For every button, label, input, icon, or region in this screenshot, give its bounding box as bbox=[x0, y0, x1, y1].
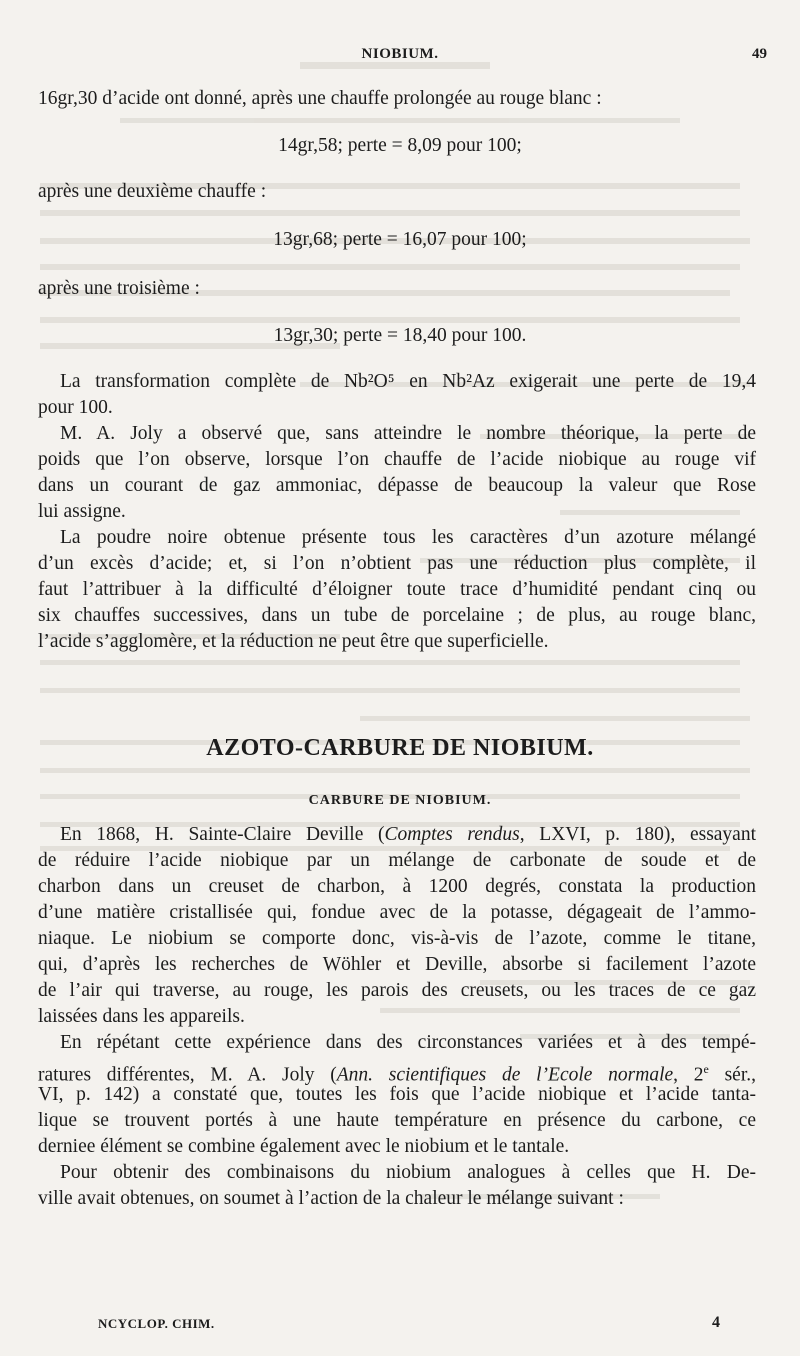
text-line: lique se trouvent portés à une haute température en présence du carbone, ce bbox=[38, 1110, 756, 1131]
text-line: Pour obtenir des combinaisons du niobium analogues à celles que H. De- bbox=[60, 1162, 756, 1183]
text-line: dans un courant de gaz ammoniac, dépasse de beaucoup la valeur que Rose bbox=[38, 475, 756, 496]
text-line: faut l’attribuer à la difficulté d’éloigner toute trace d’humidité pendant cinq ou bbox=[38, 579, 756, 600]
formula-line: 13gr,68; perte = 16,07 pour 100; bbox=[273, 229, 527, 250]
footer-signature: NCYCLOP. CHIM. bbox=[98, 1316, 215, 1331]
text-line: après une deuxième chauffe : bbox=[38, 181, 267, 202]
text-run: , 2 bbox=[673, 1064, 704, 1086]
running-head bbox=[0, 46, 800, 70]
footer-signature-number: 4 bbox=[712, 1314, 720, 1331]
text-line: derniee élément se combine également avec le niobium et le tantale. bbox=[38, 1136, 570, 1157]
text-run: sér., bbox=[708, 1064, 757, 1086]
text-line: qui, d’après les recherches de Wöhler et Deville, absorbe si facilement l’azote bbox=[38, 954, 756, 975]
text-line: pour 100. bbox=[38, 397, 113, 418]
text-line: l’acide s’agglomère, et la réduction ne peut être que superficielle. bbox=[38, 631, 549, 652]
text-line: La poudre noire obtenue présente tous les caractères d’un azoture mélangé bbox=[60, 527, 756, 548]
text-line: après une troisième : bbox=[38, 278, 200, 299]
text-line bbox=[60, 822, 756, 848]
section-subheading: CARBURE DE NIOBIUM. bbox=[308, 793, 492, 808]
text-line: 16gr,30 d’acide ont donné, après une chauffe prolongée au rouge blanc : bbox=[38, 88, 602, 109]
text-line: de réduire l’acide niobique par un mélange de carbonate de soude et de bbox=[38, 850, 756, 871]
section-heading: AZOTO-CARBURE DE NIOBIUM. bbox=[206, 735, 594, 761]
text-line: d’un excès d’acide; et, si l’on n’obtient pas une réduction plus complète, il bbox=[38, 553, 756, 574]
text-line: de l’air qui traverse, au rouge, les parois des creusets, ou les traces de ce gaz bbox=[38, 980, 756, 1001]
text-line: ville avait obtenues, on soumet à l’action de la chaleur le mélange suivant : bbox=[38, 1188, 624, 1209]
superscript: e bbox=[703, 1062, 709, 1076]
citation-title: Ann. scientifiques de l’Ecole normale bbox=[336, 1064, 674, 1086]
formula-line: 14gr,58; perte = 8,09 pour 100; bbox=[278, 135, 522, 156]
text-line: d’une matière cristallisée qui, fondue avec de la potasse, dégageait de l’ammo- bbox=[38, 902, 756, 923]
text-line: laissées dans les appareils. bbox=[38, 1006, 245, 1027]
text-line: charbon dans un creuset de charbon, à 1200 degrés, constata la production bbox=[38, 876, 756, 897]
citation-title: Comptes rendus bbox=[384, 824, 520, 845]
text-line: En répétant cette expérience dans des circonstances variées et à des tempé- bbox=[60, 1032, 756, 1053]
text-line: La transformation complète de Nb²O⁵ en Nb²Az exigerait une perte de 19,4 bbox=[60, 371, 756, 392]
text-run: ratures différentes, M. A. Joly ( bbox=[38, 1064, 337, 1086]
text-run: En 1868, H. Sainte-Claire Deville ( bbox=[60, 824, 385, 845]
text-line: poids que l’on observe, lorsque l’on chauffe de l’acide niobique au rouge vif bbox=[38, 449, 756, 470]
text-line: lui assigne. bbox=[38, 501, 126, 522]
formula-line: 13gr,30; perte = 18,40 pour 100. bbox=[273, 325, 527, 346]
text-line: six chauffes successives, dans un tube de porcelaine ; de plus, au rouge blanc, bbox=[38, 605, 756, 626]
text-line: niaque. Le niobium se comporte donc, vis-à-vis de l’azote, comme le titane, bbox=[38, 928, 756, 949]
text-line: VI, p. 142) a constaté que, toutes les fois que l’acide niobique et l’acide tanta- bbox=[38, 1084, 756, 1105]
text-run: , LXVI, p. 180), essayant bbox=[519, 824, 757, 845]
page-number: 49 bbox=[752, 46, 767, 62]
text-line: M. A. Joly a observé que, sans atteindre le nombre théorique, la perte de bbox=[60, 423, 756, 444]
running-head-title: NIOBIUM. bbox=[361, 46, 439, 62]
